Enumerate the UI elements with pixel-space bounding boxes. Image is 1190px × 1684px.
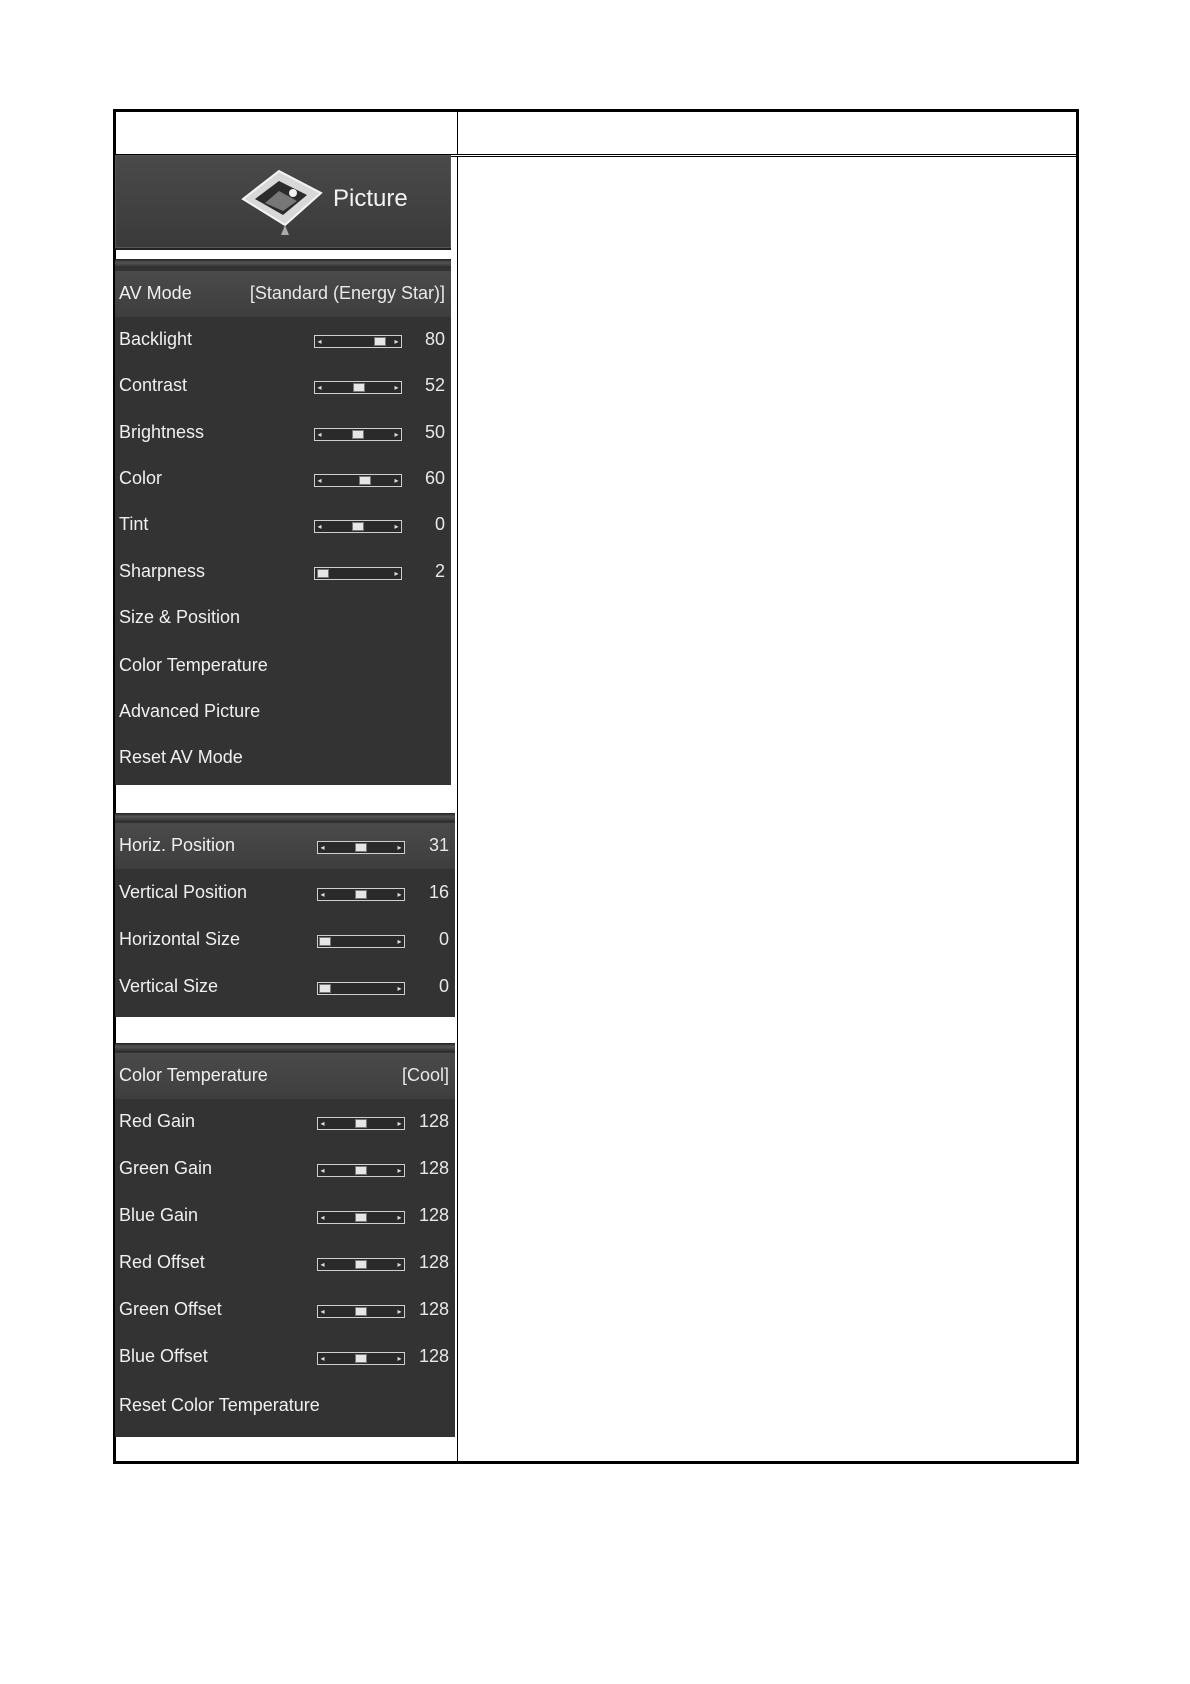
menu-row-blue-gain[interactable] bbox=[115, 1193, 455, 1239]
menu-row-color[interactable] bbox=[115, 456, 451, 502]
menu-row-red-offset[interactable] bbox=[115, 1240, 455, 1286]
menu-value: [Standard (Energy Star)] bbox=[249, 283, 445, 303]
color-temperature-menu bbox=[115, 1043, 455, 1437]
value-slider[interactable] bbox=[314, 335, 402, 348]
menu-value: [Cool] bbox=[401, 1065, 449, 1085]
menu-row-tint[interactable] bbox=[115, 502, 451, 548]
arrow-left-icon[interactable]: ◂ bbox=[320, 890, 325, 899]
menu-label: Size & Position bbox=[119, 607, 241, 627]
arrow-right-icon[interactable]: ▸ bbox=[397, 1166, 402, 1175]
menu-label: Brightness bbox=[119, 421, 205, 442]
menu-row-av-mode[interactable] bbox=[115, 271, 451, 317]
slider-thumb[interactable] bbox=[355, 890, 367, 899]
menu-label: Reset AV Mode bbox=[119, 747, 243, 767]
slider-thumb[interactable] bbox=[352, 522, 364, 531]
value-slider[interactable] bbox=[314, 474, 402, 487]
menu-value: 128 bbox=[418, 1158, 449, 1178]
menu-row-reset-color-temperature[interactable] bbox=[115, 1383, 455, 1429]
menu-label: Color Temperature bbox=[119, 1065, 268, 1085]
menu-value: 60 bbox=[424, 467, 445, 488]
slider-thumb[interactable] bbox=[355, 1307, 367, 1316]
picture-title: Picture bbox=[333, 185, 408, 212]
arrow-left-icon[interactable]: ◂ bbox=[320, 1354, 325, 1363]
menu-value: 0 bbox=[438, 929, 449, 949]
value-slider[interactable] bbox=[314, 520, 402, 533]
menu-label: Green Offset bbox=[119, 1299, 222, 1319]
slider-thumb[interactable] bbox=[355, 1119, 367, 1128]
menu-value: 0 bbox=[438, 976, 449, 996]
arrow-left-icon[interactable]: ◂ bbox=[320, 1119, 325, 1128]
value-slider[interactable] bbox=[317, 1164, 405, 1177]
arrow-left-icon[interactable]: ◂ bbox=[317, 383, 322, 393]
value-slider[interactable] bbox=[314, 567, 402, 580]
menu-row-red-gain[interactable] bbox=[115, 1099, 455, 1145]
menu-row-color-temperature-mode[interactable] bbox=[115, 1053, 455, 1099]
slider-thumb[interactable] bbox=[317, 569, 329, 578]
arrow-right-icon[interactable]: ▸ bbox=[397, 937, 402, 946]
value-slider[interactable] bbox=[317, 1258, 405, 1271]
value-slider[interactable] bbox=[317, 841, 405, 854]
menu-label: Red Gain bbox=[119, 1111, 196, 1131]
menu-label: Tint bbox=[119, 514, 149, 535]
slider-thumb[interactable] bbox=[319, 984, 331, 993]
value-slider[interactable] bbox=[317, 888, 405, 901]
slider-thumb[interactable] bbox=[353, 383, 365, 392]
menu-label: Advanced Picture bbox=[119, 701, 261, 721]
menu-label: AV Mode bbox=[119, 283, 192, 303]
menu-row-sharpness[interactable] bbox=[115, 549, 451, 595]
arrow-right-icon[interactable]: ▸ bbox=[397, 843, 402, 852]
menu-label: Reset Color Temperature bbox=[119, 1395, 320, 1415]
arrow-left-icon[interactable]: ◂ bbox=[320, 1166, 325, 1175]
menu-value: 50 bbox=[424, 421, 445, 442]
table-column-divider bbox=[457, 112, 458, 1461]
arrow-right-icon[interactable]: ▸ bbox=[397, 890, 402, 899]
slider-thumb[interactable] bbox=[355, 843, 367, 852]
menu-value: 52 bbox=[424, 375, 445, 396]
arrow-left-icon[interactable]: ◂ bbox=[320, 1213, 325, 1222]
menu-value: 128 bbox=[418, 1252, 449, 1272]
arrow-left-icon[interactable]: ◂ bbox=[320, 1260, 325, 1269]
menu-value: 2 bbox=[434, 560, 445, 581]
menu-label: Color bbox=[119, 467, 163, 488]
picture-icon bbox=[235, 165, 325, 237]
menu-row-brightness[interactable] bbox=[115, 410, 451, 456]
menu-label: Red Offset bbox=[119, 1252, 205, 1272]
slider-thumb[interactable] bbox=[359, 476, 371, 485]
arrow-right-icon[interactable]: ▸ bbox=[394, 337, 399, 346]
arrow-right-icon[interactable]: ▸ bbox=[397, 1354, 402, 1363]
slider-thumb[interactable] bbox=[355, 1166, 367, 1175]
menu-label: Contrast bbox=[119, 375, 188, 396]
arrow-right-icon[interactable]: ▸ bbox=[397, 1307, 402, 1316]
panel-top-bar bbox=[115, 259, 451, 268]
menu-row-color-temperature[interactable] bbox=[115, 643, 451, 689]
menu-value: 31 bbox=[428, 835, 449, 855]
arrow-right-icon[interactable]: ▸ bbox=[394, 383, 399, 393]
arrow-right-icon[interactable]: ▸ bbox=[394, 522, 399, 532]
menu-label: Backlight bbox=[119, 329, 193, 349]
arrow-right-icon[interactable]: ▸ bbox=[397, 984, 402, 993]
menu-label: Green Gain bbox=[119, 1158, 213, 1178]
arrow-right-icon[interactable]: ▸ bbox=[394, 429, 399, 439]
arrow-right-icon[interactable]: ▸ bbox=[397, 1119, 402, 1128]
menu-label: Color Temperature bbox=[119, 655, 268, 675]
arrow-right-icon[interactable]: ▸ bbox=[394, 568, 399, 578]
menu-row-green-offset[interactable] bbox=[115, 1287, 455, 1333]
menu-row-contrast[interactable] bbox=[115, 363, 451, 409]
menu-label: Vertical Size bbox=[119, 976, 219, 996]
menu-value: 128 bbox=[418, 1205, 449, 1225]
menu-label: Blue Gain bbox=[119, 1205, 199, 1225]
arrow-left-icon[interactable]: ◂ bbox=[317, 429, 322, 439]
menu-row-blue-offset[interactable] bbox=[115, 1334, 455, 1380]
slider-thumb[interactable] bbox=[374, 337, 386, 346]
menu-row-horizontal-size[interactable] bbox=[115, 917, 455, 963]
menu-row-reset-av-mode[interactable] bbox=[115, 735, 451, 781]
arrow-left-icon[interactable]: ◂ bbox=[317, 522, 322, 532]
value-slider[interactable] bbox=[317, 935, 405, 948]
value-slider[interactable] bbox=[317, 982, 405, 995]
arrow-left-icon[interactable]: ◂ bbox=[317, 337, 322, 346]
arrow-right-icon[interactable]: ▸ bbox=[397, 1213, 402, 1222]
slider-thumb[interactable] bbox=[355, 1260, 367, 1269]
menu-label: Sharpness bbox=[119, 560, 206, 581]
menu-label: Horizontal Size bbox=[119, 929, 241, 949]
menu-label: Horiz. Position bbox=[119, 835, 236, 855]
picture-menu-header bbox=[115, 155, 451, 250]
menu-row-green-gain[interactable] bbox=[115, 1146, 455, 1192]
value-slider[interactable] bbox=[314, 381, 402, 394]
menu-value: 0 bbox=[434, 514, 445, 535]
value-slider[interactable] bbox=[317, 1305, 405, 1318]
value-slider[interactable] bbox=[317, 1117, 405, 1130]
menu-row-size-position[interactable] bbox=[115, 595, 451, 641]
picture-menu bbox=[115, 259, 451, 785]
menu-row-backlight[interactable] bbox=[115, 317, 451, 363]
arrow-left-icon[interactable]: ◂ bbox=[317, 475, 322, 485]
slider-thumb[interactable] bbox=[352, 430, 364, 439]
arrow-right-icon[interactable]: ▸ bbox=[397, 1260, 402, 1269]
menu-value: 128 bbox=[418, 1299, 449, 1319]
arrow-left-icon[interactable]: ◂ bbox=[320, 1307, 325, 1316]
size-position-menu bbox=[115, 813, 455, 1017]
arrow-right-icon[interactable]: ▸ bbox=[394, 475, 399, 485]
value-slider[interactable] bbox=[317, 1211, 405, 1224]
arrow-left-icon[interactable]: ◂ bbox=[320, 843, 325, 852]
slider-thumb[interactable] bbox=[319, 937, 331, 946]
menu-label: Vertical Position bbox=[119, 882, 248, 902]
slider-thumb[interactable] bbox=[355, 1213, 367, 1222]
menu-row-horiz-position[interactable] bbox=[115, 823, 455, 869]
menu-row-advanced-picture[interactable] bbox=[115, 689, 451, 735]
menu-row-vertical-size[interactable] bbox=[115, 964, 455, 1010]
menu-value: 128 bbox=[418, 1111, 449, 1131]
menu-value: 80 bbox=[424, 329, 445, 349]
menu-value: 128 bbox=[418, 1346, 449, 1366]
slider-thumb[interactable] bbox=[355, 1354, 367, 1363]
panel-top-bar bbox=[115, 813, 455, 822]
menu-value: 16 bbox=[428, 882, 449, 902]
value-slider[interactable] bbox=[314, 428, 402, 441]
panel-top-bar bbox=[115, 1043, 455, 1052]
menu-label: Blue Offset bbox=[119, 1346, 208, 1366]
value-slider[interactable] bbox=[317, 1352, 405, 1365]
menu-row-vertical-position[interactable] bbox=[115, 870, 455, 916]
